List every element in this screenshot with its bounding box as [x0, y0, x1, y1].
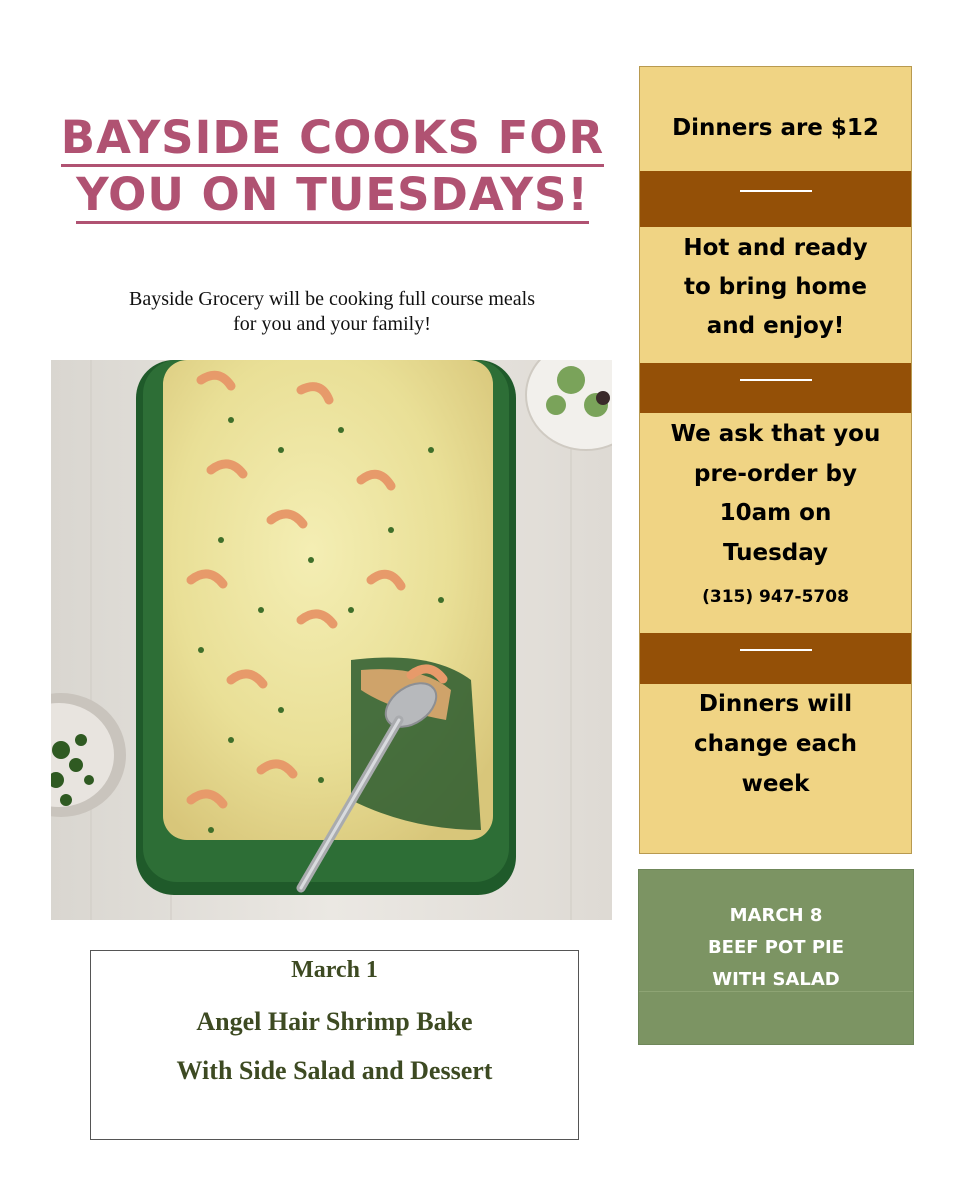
subtitle-line1: Bayside Grocery will be cooking full course meals	[129, 288, 535, 310]
hot-line2: to bring home	[683, 274, 868, 300]
order-line3: 10am on	[719, 500, 832, 526]
next-line2: BEEF POT PIE	[707, 937, 845, 958]
order-line4: Tuesday	[722, 539, 829, 566]
order-line2: pre-order by	[694, 460, 857, 487]
info-sidebar	[639, 66, 912, 854]
next-week-text	[639, 900, 913, 996]
hot-line1: Hot and ready	[683, 235, 868, 261]
change-line3: week	[741, 771, 810, 797]
flyer-subtitle	[52, 287, 612, 337]
change-line1: Dinners will	[698, 691, 853, 717]
hot-ready-text	[640, 227, 911, 363]
phone-number: (315) 947-5708	[702, 587, 849, 607]
subtitle-line2: for you and your family!	[233, 313, 431, 335]
next-week-box	[638, 869, 914, 1045]
menu-dish: Angel Hair Shrimp Bake	[196, 1007, 473, 1036]
flyer-title	[40, 110, 625, 224]
flyer-title-line1: BAYSIDE COOKS FOR	[61, 112, 604, 167]
next-line3: WITH SALAD	[712, 969, 840, 990]
menu-date: March 1	[291, 957, 378, 983]
flyer-title-line2: YOU ON TUESDAYS!	[76, 169, 589, 224]
divider-band-2	[640, 363, 911, 413]
menu-sides: With Side Salad and Dessert	[176, 1056, 493, 1085]
order-line1: We ask that you	[670, 421, 881, 447]
change-line2: change each	[693, 731, 858, 757]
casserole-illustration	[51, 360, 612, 920]
divider-band-1	[640, 171, 911, 227]
preorder-text	[640, 413, 911, 633]
menu-box	[90, 950, 579, 1140]
change-text	[640, 684, 911, 853]
shrimp-bake-photo	[51, 360, 612, 920]
next-box-divider	[639, 991, 913, 992]
divider-band-3	[640, 633, 911, 684]
hot-line3: and enjoy!	[706, 313, 845, 339]
price-text: Dinners are $12	[672, 115, 879, 141]
next-line1: MARCH 8	[729, 905, 823, 926]
